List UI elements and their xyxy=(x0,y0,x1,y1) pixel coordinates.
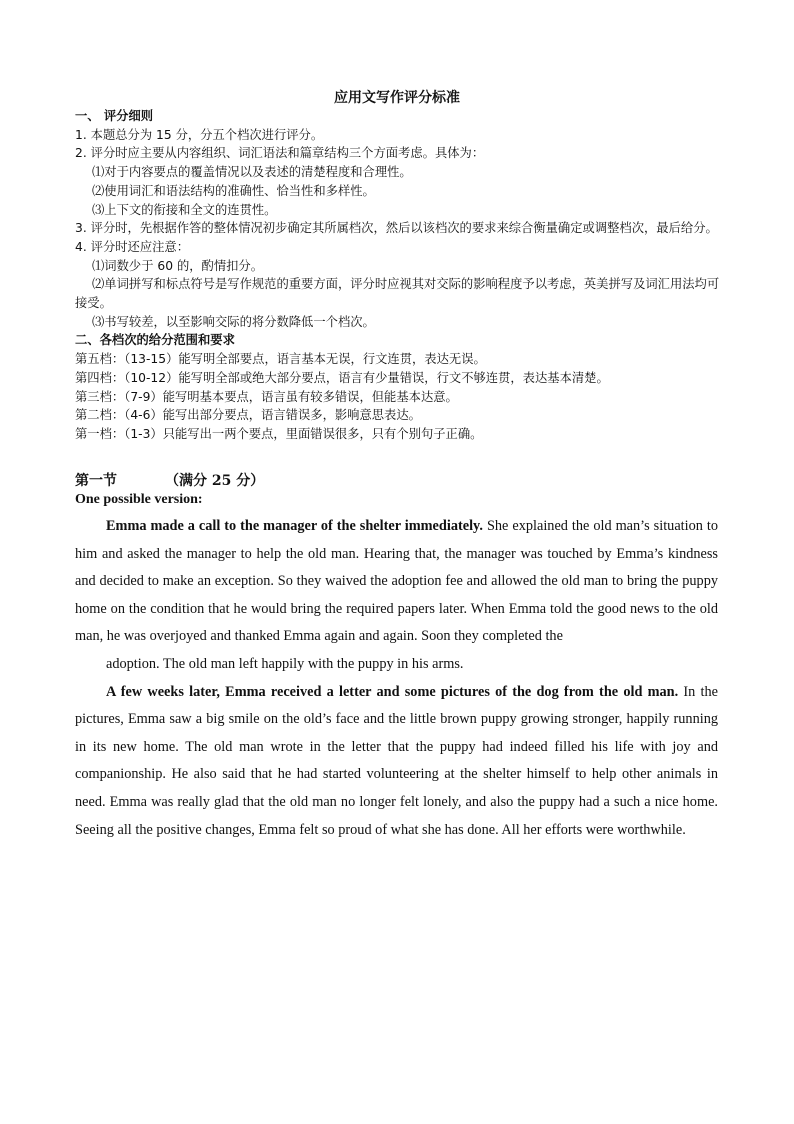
rubric-section-1-heading: 一、 评分细则 xyxy=(75,109,154,123)
rubric-item-1: 1. 本题总分为 15 分，分五个档次进行评分。 xyxy=(75,127,324,142)
essay-paragraph-1-body: She explained the old man’s situation to him and asked the manager to help the old man. Hearing that, the manager was touched by Emma’s kindness and decided to make an exception. So they waived the adoption fee and allowed the old man to bring the puppy home on the condition that he would bring the required papers later. When Emma told the good news to the old man, he was overjoyed and thanked Emma again and again. Soon they completed the xyxy=(75,518,719,645)
section-heading xyxy=(75,470,264,490)
section-label: 第一节 xyxy=(75,473,117,489)
rubric-level-3: 第三档：（7-9）能写明基本要点，语言虽有较多错误，但能基本达意。 xyxy=(75,389,458,404)
possible-version-label: One possible version: xyxy=(75,492,203,507)
essay-paragraph-2 xyxy=(75,679,718,845)
rubric-level-2: 第二档：（4-6）能写出部分要点，语言错误多，影响意思表达。 xyxy=(75,408,421,423)
rubric-item-2-sub-1: ⑴对于内容要点的覆盖情况以及表述的清楚程度和合理性。 xyxy=(92,165,412,180)
page-title: 应用文写作评分标准 xyxy=(334,90,460,106)
rubric-item-2-sub-3: ⑶上下文的衔接和全文的连贯性。 xyxy=(92,202,277,217)
rubric-level-5: 第五档：（13-15）能写明全部要点，语言基本无误，行文连贯，表达无误。 xyxy=(75,352,486,367)
essay-paragraph-2-body: In the pictures, Emma saw a big smile on the old’s face and the little brown puppy growing stronger, happily running in its new home. The old man wrote in the letter that the puppy had indeed filled his life with joy and companionship. He also said that he had started volunteering at the shelter himself to help other animals in need. Emma was really glad that the old man no longer felt lonely, and also the puppy had a such a nice home. Seeing all the positive changes, Emma felt so proud of what she has done. All her efforts were worthwhile. xyxy=(75,683,718,838)
essay-paragraph-1-lead: Emma made a call to the manager of the shelter immediately. xyxy=(106,518,483,534)
section-score: （满分 25 分） xyxy=(165,473,265,489)
rubric-item-4: 4. 评分时还应注意： xyxy=(75,239,190,254)
rubric-level-1: 第一档：（1-3）只能写出一两个要点，里面错误很多，只有个别句子正确。 xyxy=(75,426,483,441)
rubric-section-2-heading: 二、各档次的给分范围和要求 xyxy=(75,333,235,348)
rubric-item-4-sub-1: ⑴词数少于 60 的，酌情扣分。 xyxy=(92,258,264,273)
essay-paragraph-1-continued: adoption. The old man left happily with the puppy in his arms. xyxy=(106,655,464,672)
essay-paragraph-2-lead: A few weeks later, Emma received a letter and some pictures of the dog from the old man. xyxy=(106,683,679,700)
rubric-item-4-sub-2: ⑵单词拼写和标点符号是写作规范的重要方面，评分时应视其对交际的影响程度予以考虑，英美拼写及词汇用法均可接受。 xyxy=(75,277,720,311)
rubric-item-3: 3. 评分时，先根据作答的整体情况初步确定其所属档次，然后以该档次的要求来综合衡量确定或调整档次，最后给分。 xyxy=(75,221,718,236)
model-essay xyxy=(75,513,718,844)
essay-paragraph-1 xyxy=(75,513,718,651)
rubric-level-4: 第四档：（10-12）能写明全部或绝大部分要点，语言有少量错误，行文不够连贯，表达基本清楚。 xyxy=(75,370,609,385)
scoring-rubric xyxy=(75,107,720,444)
rubric-item-4-sub-3: ⑶书写较差，以至影响交际的将分数降低一个档次。 xyxy=(92,314,375,329)
rubric-item-2: 2. 评分时应主要从内容组织、词汇语法和篇章结构三个方面考虑。具体为： xyxy=(75,146,485,161)
rubric-item-2-sub-2: ⑵使用词汇和语法结构的准确性、恰当性和多样性。 xyxy=(92,183,375,198)
